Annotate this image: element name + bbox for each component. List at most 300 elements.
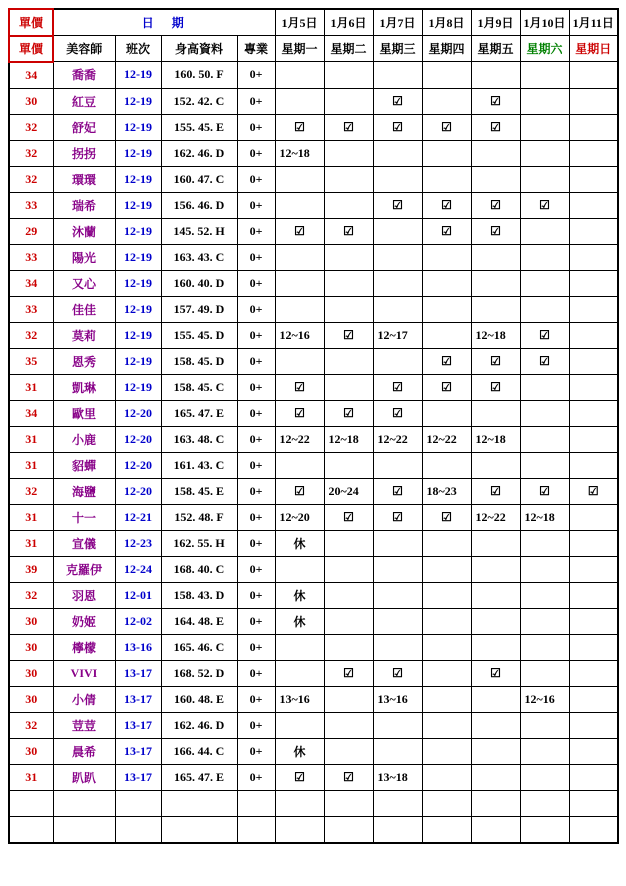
- row-class: 12-19: [115, 88, 161, 114]
- row-major: 0+: [237, 634, 275, 660]
- row-price: 31: [9, 452, 53, 478]
- row-day-4: [471, 686, 520, 712]
- header-col-stats: 身高資料: [161, 36, 237, 62]
- row-day-3: [422, 322, 471, 348]
- row-day-5: ☑: [520, 192, 569, 218]
- row-day-1: [324, 166, 373, 192]
- table-row: [9, 504, 618, 530]
- row-day-1: [324, 348, 373, 374]
- row-class: 12-20: [115, 478, 161, 504]
- row-stats: 165. 47. E: [161, 764, 237, 790]
- row-major: 0+: [237, 660, 275, 686]
- row-day-4: [471, 166, 520, 192]
- header-row-dates: [9, 9, 618, 36]
- row-class: 12-19: [115, 322, 161, 348]
- row-day-4: ☑: [471, 218, 520, 244]
- table-row: [9, 348, 618, 374]
- row-price: 33: [9, 192, 53, 218]
- row-day-4: ☑: [471, 660, 520, 686]
- row-day-4: [471, 816, 520, 843]
- row-class: 12-20: [115, 452, 161, 478]
- row-day-0: 休: [275, 608, 324, 634]
- header-weekday-0: 星期一: [275, 36, 324, 62]
- table-row: [9, 764, 618, 790]
- row-class: 12-20: [115, 426, 161, 452]
- row-day-4: [471, 244, 520, 270]
- table-row: [9, 816, 618, 843]
- row-day-5: [520, 270, 569, 296]
- row-day-2: [373, 270, 422, 296]
- row-stylist-name: 紅豆: [53, 88, 115, 114]
- row-day-1: [324, 608, 373, 634]
- row-day-2: 12~22: [373, 426, 422, 452]
- row-stats: 155. 45. D: [161, 322, 237, 348]
- row-price: 34: [9, 400, 53, 426]
- row-day-6: [569, 738, 618, 764]
- row-day-5: [520, 816, 569, 843]
- row-day-6: ☑: [569, 478, 618, 504]
- row-class: 12-19: [115, 244, 161, 270]
- row-day-4: ☑: [471, 114, 520, 140]
- row-stats: 158. 45. D: [161, 348, 237, 374]
- row-day-4: ☑: [471, 348, 520, 374]
- row-day-0: [275, 166, 324, 192]
- row-price: 32: [9, 140, 53, 166]
- row-day-0: 休: [275, 738, 324, 764]
- row-day-4: ☑: [471, 88, 520, 114]
- row-price: 33: [9, 244, 53, 270]
- row-price: 32: [9, 712, 53, 738]
- row-day-1: ☑: [324, 322, 373, 348]
- row-price: 32: [9, 166, 53, 192]
- row-major: 0+: [237, 192, 275, 218]
- row-stylist-name: 舒妃: [53, 114, 115, 140]
- row-day-6: [569, 790, 618, 816]
- row-day-5: [520, 556, 569, 582]
- row-major: 0+: [237, 712, 275, 738]
- row-day-2: [373, 62, 422, 89]
- row-stats: 156. 46. D: [161, 192, 237, 218]
- row-stats: 160. 50. F: [161, 62, 237, 89]
- row-day-4: [471, 452, 520, 478]
- row-day-3: [422, 62, 471, 89]
- row-day-0: ☑: [275, 400, 324, 426]
- row-day-2: ☑: [373, 504, 422, 530]
- row-stylist-name: 又心: [53, 270, 115, 296]
- row-day-0: 13~16: [275, 686, 324, 712]
- table-row: [9, 426, 618, 452]
- row-day-3: [422, 790, 471, 816]
- table-row: [9, 530, 618, 556]
- row-day-5: 12~16: [520, 686, 569, 712]
- row-class: 13-17: [115, 660, 161, 686]
- row-major: 0+: [237, 244, 275, 270]
- row-price: 32: [9, 322, 53, 348]
- row-day-0: [275, 88, 324, 114]
- row-stylist-name: 貂蟬: [53, 452, 115, 478]
- row-day-3: [422, 582, 471, 608]
- row-day-2: [373, 530, 422, 556]
- row-stats: 152. 42. C: [161, 88, 237, 114]
- row-day-5: [520, 764, 569, 790]
- table-row: [9, 686, 618, 712]
- row-stylist-name: 瑞希: [53, 192, 115, 218]
- row-day-1: [324, 140, 373, 166]
- row-stylist-name: 陽光: [53, 244, 115, 270]
- header-day-date-1: 1月6日: [324, 9, 373, 36]
- row-stylist-name: 歐里: [53, 400, 115, 426]
- table-row: [9, 790, 618, 816]
- row-day-1: [324, 634, 373, 660]
- row-day-3: ☑: [422, 218, 471, 244]
- row-day-2: [373, 634, 422, 660]
- row-day-2: 12~17: [373, 322, 422, 348]
- row-day-4: [471, 296, 520, 322]
- table-row: [9, 192, 618, 218]
- row-day-2: [373, 296, 422, 322]
- row-day-6: [569, 114, 618, 140]
- row-price: 32: [9, 114, 53, 140]
- header-date-label: 日 期: [53, 9, 275, 36]
- row-day-3: ☑: [422, 374, 471, 400]
- row-stylist-name: 喬喬: [53, 62, 115, 89]
- row-stylist-name: 荳荳: [53, 712, 115, 738]
- row-day-5: [520, 426, 569, 452]
- row-price: [9, 816, 53, 843]
- row-day-5: [520, 166, 569, 192]
- row-major: 0+: [237, 556, 275, 582]
- table-row: [9, 296, 618, 322]
- row-day-0: ☑: [275, 478, 324, 504]
- row-day-4: [471, 530, 520, 556]
- row-stats: 162. 46. D: [161, 140, 237, 166]
- row-stats: 166. 44. C: [161, 738, 237, 764]
- row-day-6: [569, 218, 618, 244]
- row-day-4: [471, 556, 520, 582]
- row-class: 12-19: [115, 296, 161, 322]
- row-stats: 168. 40. C: [161, 556, 237, 582]
- row-day-3: ☑: [422, 114, 471, 140]
- row-day-2: [373, 218, 422, 244]
- row-class: 12-19: [115, 62, 161, 89]
- header-col-class: 班次: [115, 36, 161, 62]
- row-day-6: [569, 452, 618, 478]
- row-stats: 157. 49. D: [161, 296, 237, 322]
- row-day-3: [422, 452, 471, 478]
- table-row: [9, 244, 618, 270]
- row-price: 30: [9, 738, 53, 764]
- row-day-0: 12~18: [275, 140, 324, 166]
- row-day-0: [275, 192, 324, 218]
- row-day-6: [569, 140, 618, 166]
- row-day-2: ☑: [373, 660, 422, 686]
- row-day-6: [569, 244, 618, 270]
- table-row: [9, 114, 618, 140]
- row-stats: 165. 47. E: [161, 400, 237, 426]
- row-day-3: [422, 166, 471, 192]
- row-major: 0+: [237, 166, 275, 192]
- row-stats: 160. 48. E: [161, 686, 237, 712]
- row-major: [237, 790, 275, 816]
- row-stylist-name: [53, 816, 115, 843]
- row-stylist-name: 克羅伊: [53, 556, 115, 582]
- header-weekday-2: 星期三: [373, 36, 422, 62]
- row-day-3: [422, 400, 471, 426]
- row-day-0: 12~16: [275, 322, 324, 348]
- row-stats: 162. 46. D: [161, 712, 237, 738]
- row-day-1: 12~18: [324, 426, 373, 452]
- row-day-2: [373, 244, 422, 270]
- row-day-2: 13~18: [373, 764, 422, 790]
- row-day-4: [471, 400, 520, 426]
- row-day-0: [275, 660, 324, 686]
- row-day-5: [520, 712, 569, 738]
- row-major: 0+: [237, 322, 275, 348]
- row-day-1: ☑: [324, 218, 373, 244]
- row-stats: 158. 45. E: [161, 478, 237, 504]
- row-day-5: ☑: [520, 322, 569, 348]
- row-day-5: [520, 660, 569, 686]
- table-row: [9, 166, 618, 192]
- row-day-2: ☑: [373, 114, 422, 140]
- row-class: 12-19: [115, 270, 161, 296]
- row-day-3: ☑: [422, 192, 471, 218]
- table-row: [9, 140, 618, 166]
- table-row: [9, 322, 618, 348]
- row-day-5: [520, 62, 569, 89]
- row-major: 0+: [237, 608, 275, 634]
- row-day-4: [471, 582, 520, 608]
- row-day-4: ☑: [471, 478, 520, 504]
- row-day-1: [324, 530, 373, 556]
- row-major: 0+: [237, 426, 275, 452]
- row-day-5: [520, 88, 569, 114]
- row-price: [9, 790, 53, 816]
- row-day-1: ☑: [324, 400, 373, 426]
- row-class: 12-19: [115, 166, 161, 192]
- table-row: [9, 218, 618, 244]
- header-day-date-5: 1月10日: [520, 9, 569, 36]
- row-day-1: [324, 296, 373, 322]
- row-day-5: [520, 738, 569, 764]
- row-day-2: ☑: [373, 478, 422, 504]
- row-day-6: [569, 426, 618, 452]
- row-major: [237, 816, 275, 843]
- row-major: 0+: [237, 140, 275, 166]
- row-day-4: [471, 634, 520, 660]
- row-major: 0+: [237, 686, 275, 712]
- table-row: [9, 400, 618, 426]
- row-day-4: [471, 790, 520, 816]
- row-day-0: 12~20: [275, 504, 324, 530]
- header-day-date-4: 1月9日: [471, 9, 520, 36]
- row-day-6: [569, 712, 618, 738]
- row-day-6: [569, 166, 618, 192]
- row-day-5: [520, 244, 569, 270]
- row-day-6: [569, 504, 618, 530]
- row-class: 12-19: [115, 114, 161, 140]
- row-class: 12-19: [115, 218, 161, 244]
- row-day-1: ☑: [324, 660, 373, 686]
- row-day-2: ☑: [373, 374, 422, 400]
- row-day-4: [471, 764, 520, 790]
- row-stylist-name: 奶姬: [53, 608, 115, 634]
- row-major: 0+: [237, 400, 275, 426]
- row-class: 12-19: [115, 348, 161, 374]
- header-weekday-4: 星期五: [471, 36, 520, 62]
- row-class: 12-24: [115, 556, 161, 582]
- row-price: 30: [9, 660, 53, 686]
- row-day-0: ☑: [275, 114, 324, 140]
- row-day-5: [520, 296, 569, 322]
- row-major: 0+: [237, 88, 275, 114]
- row-day-5: [520, 140, 569, 166]
- row-price: 39: [9, 556, 53, 582]
- row-day-0: [275, 634, 324, 660]
- row-day-4: 12~18: [471, 322, 520, 348]
- table-row: [9, 608, 618, 634]
- row-day-0: 12~22: [275, 426, 324, 452]
- row-day-1: [324, 192, 373, 218]
- row-day-0: ☑: [275, 218, 324, 244]
- row-price: 35: [9, 348, 53, 374]
- row-day-3: [422, 660, 471, 686]
- row-day-1: [324, 738, 373, 764]
- row-day-6: [569, 608, 618, 634]
- row-class: 13-17: [115, 712, 161, 738]
- row-class: 12-21: [115, 504, 161, 530]
- row-stylist-name: [53, 790, 115, 816]
- row-stats: 163. 43. C: [161, 244, 237, 270]
- row-stylist-name: VIVI: [53, 660, 115, 686]
- row-day-6: [569, 88, 618, 114]
- row-class: [115, 816, 161, 843]
- row-stats: [161, 790, 237, 816]
- header-price-label: 單價: [9, 9, 53, 36]
- row-day-3: ☑: [422, 348, 471, 374]
- row-day-2: ☑: [373, 400, 422, 426]
- row-day-6: [569, 374, 618, 400]
- row-day-6: [569, 816, 618, 843]
- table-row: [9, 374, 618, 400]
- row-stylist-name: 晨希: [53, 738, 115, 764]
- row-stats: 162. 55. H: [161, 530, 237, 556]
- table-row: [9, 452, 618, 478]
- row-major: 0+: [237, 114, 275, 140]
- row-stylist-name: 海鹽: [53, 478, 115, 504]
- row-day-0: [275, 712, 324, 738]
- row-stats: 158. 43. D: [161, 582, 237, 608]
- schedule-table: [8, 8, 619, 844]
- row-stylist-name: 恩秀: [53, 348, 115, 374]
- row-price: 34: [9, 62, 53, 89]
- row-day-2: [373, 608, 422, 634]
- row-day-1: ☑: [324, 764, 373, 790]
- row-stylist-name: 環環: [53, 166, 115, 192]
- row-day-1: [324, 452, 373, 478]
- row-day-6: [569, 270, 618, 296]
- row-day-1: [324, 88, 373, 114]
- table-row: [9, 634, 618, 660]
- row-day-1: 20~24: [324, 478, 373, 504]
- row-class: 12-02: [115, 608, 161, 634]
- row-day-3: [422, 88, 471, 114]
- row-day-6: [569, 764, 618, 790]
- header-weekday-5: 星期六: [520, 36, 569, 62]
- row-price: 32: [9, 582, 53, 608]
- row-day-1: [324, 790, 373, 816]
- row-day-4: [471, 712, 520, 738]
- table-row: [9, 738, 618, 764]
- row-day-3: [422, 816, 471, 843]
- row-day-3: [422, 608, 471, 634]
- row-day-3: [422, 244, 471, 270]
- row-price: 33: [9, 296, 53, 322]
- row-day-1: [324, 244, 373, 270]
- row-price: 32: [9, 478, 53, 504]
- row-day-1: [324, 686, 373, 712]
- row-day-1: [324, 270, 373, 296]
- row-day-2: [373, 582, 422, 608]
- row-stats: [161, 816, 237, 843]
- row-day-2: [373, 712, 422, 738]
- row-day-0: [275, 296, 324, 322]
- row-class: 12-19: [115, 140, 161, 166]
- row-stylist-name: 拐拐: [53, 140, 115, 166]
- row-class: [115, 790, 161, 816]
- row-day-2: [373, 738, 422, 764]
- row-day-4: 12~18: [471, 426, 520, 452]
- row-day-5: [520, 608, 569, 634]
- row-major: 0+: [237, 452, 275, 478]
- table-row: [9, 62, 618, 89]
- row-day-0: [275, 816, 324, 843]
- row-major: 0+: [237, 582, 275, 608]
- row-day-6: [569, 400, 618, 426]
- table-row: [9, 582, 618, 608]
- row-major: 0+: [237, 62, 275, 89]
- row-major: 0+: [237, 218, 275, 244]
- table-row: [9, 556, 618, 582]
- row-class: 12-20: [115, 400, 161, 426]
- row-stats: 160. 40. D: [161, 270, 237, 296]
- row-stylist-name: 小倩: [53, 686, 115, 712]
- row-stylist-name: 沐蘭: [53, 218, 115, 244]
- row-major: 0+: [237, 374, 275, 400]
- header-day-date-6: 1月11日: [569, 9, 618, 36]
- header-col-stylist: 美容師: [53, 36, 115, 62]
- row-price: 30: [9, 608, 53, 634]
- row-major: 0+: [237, 270, 275, 296]
- row-class: 12-23: [115, 530, 161, 556]
- row-price: 30: [9, 634, 53, 660]
- row-day-1: [324, 712, 373, 738]
- row-day-2: ☑: [373, 192, 422, 218]
- row-stats: 145. 52. H: [161, 218, 237, 244]
- row-day-1: ☑: [324, 504, 373, 530]
- row-price: 29: [9, 218, 53, 244]
- row-class: 13-17: [115, 764, 161, 790]
- row-major: 0+: [237, 504, 275, 530]
- row-day-4: [471, 608, 520, 634]
- row-day-3: 12~22: [422, 426, 471, 452]
- row-day-1: [324, 374, 373, 400]
- row-day-6: [569, 192, 618, 218]
- row-stylist-name: 佳佳: [53, 296, 115, 322]
- row-day-0: [275, 790, 324, 816]
- row-day-1: ☑: [324, 114, 373, 140]
- row-day-2: [373, 816, 422, 843]
